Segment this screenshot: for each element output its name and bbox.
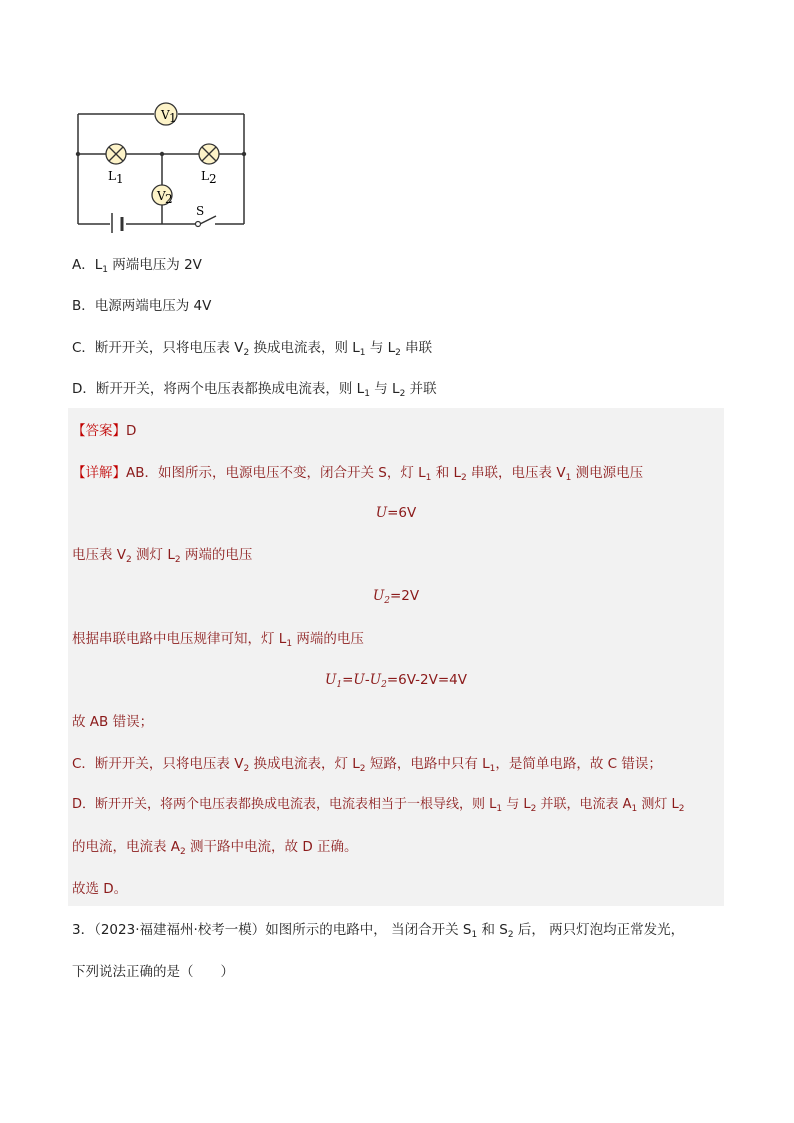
voltmeter-v2 [152, 185, 173, 206]
option-b: B．电源两端电压为 4V [72, 298, 212, 314]
detail-line-7: 的电流，电流表 $A_2$ 测干路中电流，故 D 正确。 [72, 839, 358, 857]
detail-line-3: 根据串联电路中电压规律可知，灯 $L_1$ 两端的电压 [72, 631, 364, 649]
lamp-l2 [199, 144, 219, 164]
svg-text:2: 2 [165, 192, 173, 206]
answer-line: 【答案】D [72, 423, 137, 439]
option-d: D．断开开关，将两个电压表都换成电流表，则 $L_1$ 与 $L_2$ 并联 [72, 381, 437, 399]
option-c: C．断开开关，只将电压表 $V_2$ 换成电流表，则 $L_1$ 与 $L_2$ 串联 [72, 340, 433, 358]
svg-text:V: V [157, 189, 166, 203]
voltmeter-v1 [155, 103, 177, 125]
label-l2: L [201, 169, 209, 183]
detail-line-1: 【详解】AB．如图所示，电源电压不变，闭合开关 S，灯 $L_1$ 和 $L_2$ 串联，电压表 $V_1$ 测电源电压 [72, 465, 644, 483]
option-a: A．$L_1$ 两端电压为 2V [72, 257, 202, 275]
circuit-diagram [70, 98, 255, 233]
svg-text:V: V [161, 108, 170, 122]
detail-line-8: 故选 D。 [72, 881, 128, 897]
detail-line-2: 电压表 $V_2$ 测灯 $L_2$ 两端的电压 [72, 547, 253, 565]
question-3-line-1: 3．（2023·福建福州·校考一模）如图所示的电路中， 当闭合开关 $S_1$ 和 $S_2$ 后， 两只灯泡均正常发光， [72, 922, 685, 940]
label-l1: L [108, 169, 116, 183]
svg-text:1: 1 [116, 172, 124, 186]
question-3-line-2: 下列说法正确的是（ ） [72, 964, 234, 980]
lamp-l1 [106, 144, 126, 164]
detail-line-5: C．断开开关，只将电压表 $V_2$ 换成电流表，灯 $L_2$ 短路，电路中只有 $L_1$，是简单电路，故 C 错误； [72, 756, 662, 774]
equation-3: $U_1=U-U_2=6V-2V=4V$ [324, 672, 467, 690]
answer-block [68, 408, 724, 906]
equation-2: $U_2=2V$ [372, 588, 420, 606]
detail-line-6: D．断开开关，将两个电压表都换成电流表，电流表相当于一根导线，则 $L_1$ 与 $L_2$ 并联，电流表 $A_1$ 测灯 $L_2$ [72, 797, 685, 814]
detail-line-4: 故 AB 错误； [72, 714, 154, 730]
equation-1: U=6V [375, 505, 417, 521]
svg-text:2: 2 [209, 172, 217, 186]
label-s: S [196, 204, 205, 218]
svg-text:1: 1 [169, 111, 177, 125]
